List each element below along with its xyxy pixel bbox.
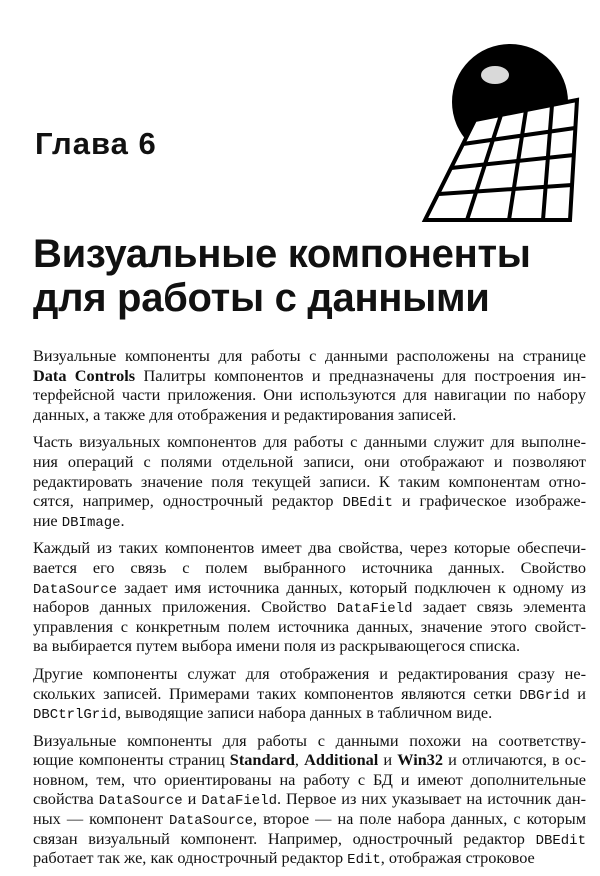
- text-run: , второе — на поле набора данных, с которым: [253, 809, 587, 829]
- chapter-title: [33, 232, 531, 320]
- code-term: DataSource: [169, 813, 254, 830]
- chapter-globe-grid-logo: [415, 40, 585, 225]
- text-line: [33, 809, 586, 829]
- text-run: сятся, например, однострочный редактор: [33, 491, 343, 511]
- text-line: [33, 405, 586, 425]
- paragraph: [33, 432, 586, 530]
- code-term: DBGrid: [519, 687, 570, 704]
- text-run: . Первое из них указывает на источник дан-: [277, 789, 586, 809]
- text-run: наборов данных приложения. Свойство: [33, 597, 337, 617]
- text-line: [33, 511, 586, 531]
- code-term: DataField: [336, 601, 413, 618]
- paragraph: [33, 538, 586, 656]
- text-run: Визуальные компоненты для работы с данными похожи на соответству-: [33, 730, 586, 750]
- text-run: и графическое изображе-: [392, 491, 587, 511]
- paragraph: [33, 731, 586, 868]
- text-run: ние: [33, 510, 62, 530]
- text-run: ва выбирается путем выбора имени поля из раскрывающегося списка.: [33, 636, 521, 656]
- text-line: [33, 452, 586, 472]
- text-run: ющие компоненты страниц: [33, 750, 230, 770]
- text-run: свойства: [33, 789, 99, 809]
- text-run: редактировать значение поля текущей записи. К таким компонентам отно-: [33, 471, 586, 491]
- text-line: [33, 597, 586, 617]
- text-line: [33, 366, 586, 386]
- text-line: [33, 385, 586, 405]
- text-line: [33, 578, 586, 598]
- code-term: Edit: [347, 852, 381, 869]
- text-line: [33, 491, 586, 511]
- text-line: [33, 636, 586, 656]
- text-run: терфейсной части приложения. Они используются для навигации по набору: [33, 385, 586, 405]
- body-text: [33, 346, 586, 876]
- text-line: [33, 829, 586, 849]
- code-term: DataSource: [33, 581, 118, 598]
- text-run: Другие компоненты служат для отображения и редактирования сразу не-: [33, 663, 586, 683]
- text-line: [33, 789, 586, 809]
- bold-term: Win32: [397, 750, 444, 770]
- text-run: работает так же, как однострочный редактор: [33, 848, 348, 868]
- text-line: [33, 848, 586, 868]
- text-run: ных — компонент: [33, 809, 169, 829]
- text-run: Визуальные компоненты для работы с данными расположены на странице: [33, 346, 586, 365]
- text-run: и отличаются, в ос-: [443, 750, 587, 770]
- code-term: DBEdit: [342, 495, 393, 512]
- text-run: ,: [294, 750, 305, 770]
- text-run: скольких записей. Примерами таких компонентов являются сетки: [33, 683, 520, 703]
- text-line: [33, 770, 586, 790]
- code-term: DBImage: [61, 514, 121, 531]
- text-run: и: [378, 750, 398, 770]
- bold-term: Additional: [304, 750, 379, 770]
- text-run: ния операций с полями отдельной записи, они отображают и позволяют: [33, 451, 586, 471]
- text-run: управления с конкретным полем источника данных, значение этого свойст-: [33, 616, 586, 636]
- text-line: [33, 750, 586, 770]
- text-line: [33, 558, 586, 578]
- text-run: данных, а также для отображения и редактирования записей.: [33, 404, 457, 424]
- text-run: вается его связь с полем выбранного источника данных. Свойство: [33, 557, 586, 577]
- text-run: задает связь элемента: [412, 597, 587, 617]
- text-line: [33, 432, 586, 452]
- code-term: DBEdit: [535, 832, 586, 849]
- text-line: [33, 684, 586, 704]
- paragraph: [33, 664, 586, 723]
- chapter-title-line: Визуальные компоненты: [33, 232, 531, 276]
- text-run: и: [569, 683, 586, 703]
- bold-term: Standard: [229, 750, 295, 770]
- text-run: , отображая строковое: [380, 848, 535, 868]
- text-line: [33, 664, 586, 684]
- text-line: [33, 346, 586, 366]
- text-run: Каждый из таких компонентов имеет два свойства, через которые обеспечи-: [33, 538, 586, 558]
- text-run: и: [182, 789, 202, 809]
- chapter-title-line: для работы с данными: [33, 276, 490, 320]
- text-run: , выводящие записи набора данных в табличном виде.: [117, 703, 493, 723]
- text-run: Часть визуальных компонентов для работы с данными служит для выполне-: [33, 432, 586, 452]
- text-run: задает имя источника данных, который подключен к одному из: [117, 577, 586, 597]
- bold-term: Data Controls: [33, 365, 136, 385]
- text-run: связан визуальный компонент. Например, однострочный редактор: [33, 828, 536, 848]
- code-term: DataSource: [98, 793, 183, 810]
- code-term: DataField: [201, 793, 277, 810]
- text-line: [33, 703, 586, 723]
- code-term: DBCtrlGrid: [33, 707, 118, 724]
- paragraph: [33, 346, 586, 424]
- text-line: [33, 617, 586, 637]
- text-line: [33, 731, 586, 751]
- text-line: [33, 472, 586, 492]
- text-run: .: [120, 510, 125, 530]
- chapter-number: Глава 6: [35, 126, 157, 161]
- text-run: новном, тем, что ориентированы на работу с БД и имеют дополнительные: [33, 769, 586, 789]
- text-run: Палитры компонентов и предназначены для построения ин-: [135, 365, 586, 385]
- text-line: [33, 538, 586, 558]
